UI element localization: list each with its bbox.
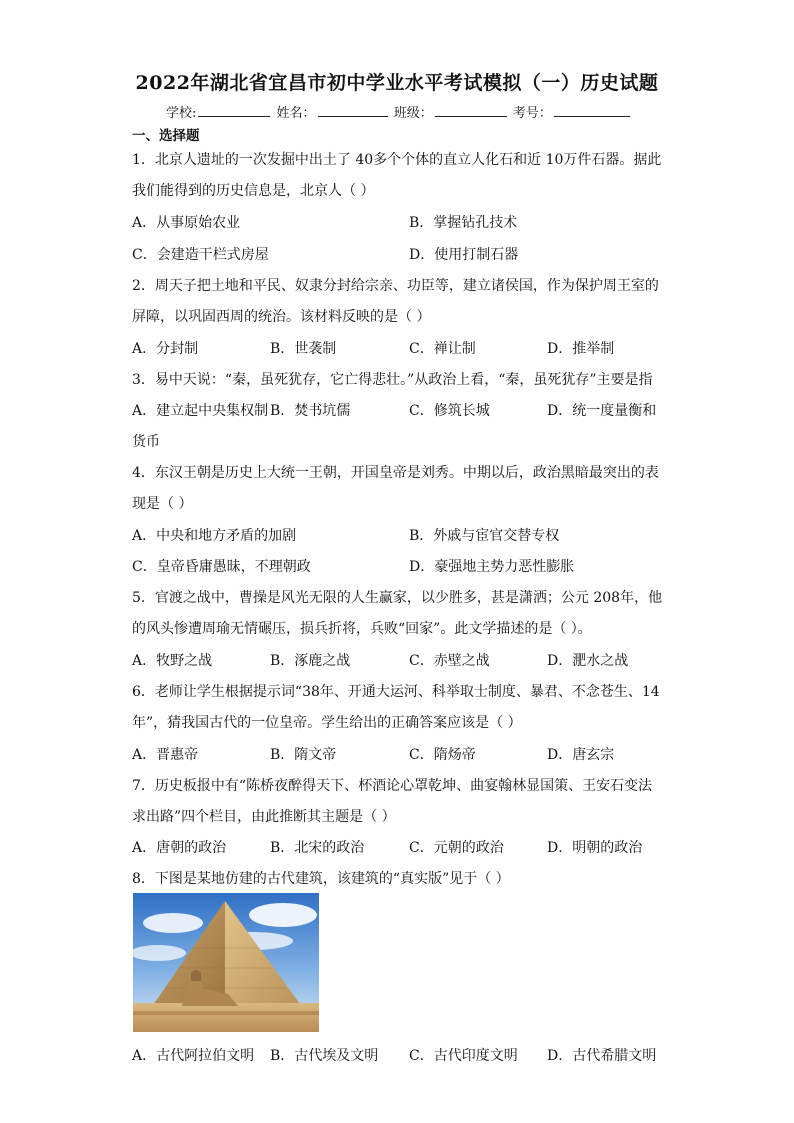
pyramid-sphinx-photo [133,893,319,1032]
q6-option-a[interactable]: A．晋惠帝 [132,747,199,763]
q6-option-b[interactable]: B．隋文帝 [270,747,337,763]
q5-option-d[interactable]: D．淝水之战 [547,653,629,669]
q3-option-d-continuation: 货币 [132,434,160,450]
page-title: 2022年湖北省宜昌市初中学业水平考试模拟（一）历史试题 [135,72,659,94]
q2-option-d[interactable]: D．推举制 [547,341,615,357]
number-label: 考号： [512,106,552,121]
q5-option-b[interactable]: B．涿鹿之战 [270,653,351,669]
class-label: 班级： [393,106,433,121]
section-heading: 一、选择题 [132,128,200,144]
school-label: 学校: [166,106,197,121]
name-blank[interactable] [318,104,388,117]
q2-option-b[interactable]: B．世袭制 [270,341,337,357]
question-2-line-1: 2．周天子把土地和平民、奴隶分封给宗亲、功臣等，建立诸侯国，作为保护周王室的 [132,278,659,294]
q8-option-d[interactable]: D．古代希腊文明 [547,1048,657,1064]
q1-option-d[interactable]: D．使用打制石器 [409,247,519,263]
q2-option-a[interactable]: A．分封制 [132,341,199,357]
q8-option-b[interactable]: B．古代埃及文明 [270,1048,379,1064]
number-blank[interactable] [554,104,630,117]
question-8-line-1: 8．下图是某地仿建的古代建筑，该建筑的“真实版”见于（ ） [132,871,510,887]
name-label: 姓名： [276,106,316,121]
q1-option-b[interactable]: B．掌握钻孔技术 [409,215,518,231]
q8-option-c[interactable]: C．古代印度文明 [409,1048,518,1064]
q5-option-c[interactable]: C．赤壁之战 [409,653,490,669]
q3-option-c[interactable]: C．修筑长城 [409,403,490,419]
question-5-line-1: 5．官渡之战中，曹操是风光无限的人生赢家，以少胜多，甚是潇洒；公元 208年，他 [132,590,663,606]
q8-option-a[interactable]: A．古代阿拉伯文明 [132,1048,255,1064]
class-blank[interactable] [435,104,507,117]
q6-option-d[interactable]: D．唐玄宗 [547,747,615,763]
question-7-line-2: 求出路”四个栏目，由此推断其主题是（ ） [132,809,396,825]
q1-option-c[interactable]: C．会建造干栏式房屋 [132,247,269,263]
question-6-line-2: 年”，猜我国古代的一位皇帝。学生给出的正确答案应该是（ ） [132,715,522,731]
q7-option-c[interactable]: C．元朝的政治 [409,840,504,856]
question-4-line-2: 现是（ ） [132,496,193,512]
question-5-line-2: 的风头惨遭周瑜无情碾压，损兵折将，兵败“回家”。此文学描述的是（ ）。 [132,621,592,637]
q3-option-d[interactable]: D．统一度量衡和 [547,403,657,419]
q4-option-b[interactable]: B．外戚与宦官交替专权 [409,528,560,544]
question-2-line-2: 屏障，以巩固西周的统治。该材料反映的是（ ） [132,309,431,325]
q5-option-a[interactable]: A．牧野之战 [132,653,213,669]
q3-option-b[interactable]: B．焚书坑儒 [270,403,351,419]
question-7-line-1: 7．历史板报中有“陈桥夜醉得天下、杯酒论心罩乾坤、曲宴翰林显国策、王安石变法 [132,778,653,794]
student-info-line [166,102,632,121]
school-blank[interactable] [198,104,270,117]
question-4-line-1: 4．东汉王朝是历史上大统一王朝，开国皇帝是刘秀。中期以后，政治黑暗最突出的表 [132,465,659,481]
q4-option-c[interactable]: C．皇帝昏庸愚昧，不理朝政 [132,559,311,575]
q4-option-a[interactable]: A．中央和地方矛盾的加剧 [132,528,297,544]
question-1-line-1: 1．北京人遗址的一次发掘中出土了 40多个个体的直立人化石和近 10万件石器。据此 [132,152,662,168]
q2-option-c[interactable]: C．禅让制 [409,341,476,357]
q7-option-d[interactable]: D．明朝的政治 [547,840,643,856]
question-1-line-2: 我们能得到的历史信息是，北京人（ ） [132,183,375,199]
q1-option-a[interactable]: A．从事原始农业 [132,215,241,231]
q3-option-a[interactable]: A．建立起中央集权制 [132,403,269,419]
q4-option-d[interactable]: D．豪强地主势力恶性膨胀 [409,559,575,575]
q7-option-b[interactable]: B．北宋的政治 [270,840,365,856]
question-3-line-1: 3．易中天说：“秦，虽死犹存，它亡得悲壮。”从政治上看，“秦，虽死犹存”主要是指 [132,372,653,388]
q6-option-c[interactable]: C．隋炀帝 [409,747,476,763]
question-6-line-1: 6．老师让学生根据提示词“38年、开通大运河、科举取士制度、暴君、不念苍生、14 [132,684,660,700]
q7-option-a[interactable]: A．唐朝的政治 [132,840,227,856]
